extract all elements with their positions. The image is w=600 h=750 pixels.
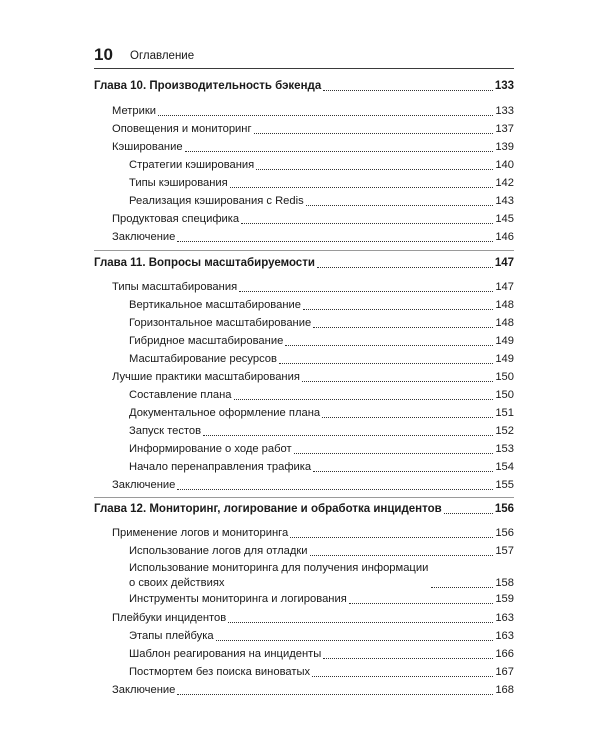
dot-leader (177, 489, 493, 490)
entry-page: 150 (495, 389, 514, 401)
toc-entry (112, 280, 514, 295)
toc-subentry (129, 544, 514, 559)
dot-leader (306, 205, 494, 206)
entry-title-line: Использование мониторинга для получения информации (129, 562, 429, 574)
toc-subentry (129, 334, 514, 349)
toc-entry (112, 230, 514, 245)
entry-title: Горизонтальное масштабирование (129, 317, 312, 329)
dot-leader (322, 417, 493, 418)
toc-subentry (129, 665, 514, 680)
dot-leader (279, 363, 493, 364)
entry-title: Продуктовая специфика (112, 213, 240, 225)
dot-leader (444, 513, 493, 514)
toc-subentry (129, 592, 514, 607)
entry-title: Лучшие практики масштабирования (112, 371, 300, 383)
entry-page: 152 (495, 425, 514, 437)
entry-page: 142 (495, 177, 514, 189)
toc-subentry (129, 561, 514, 591)
entry-page: 167 (495, 666, 514, 678)
entry-title: Документальное оформление плана (129, 407, 321, 419)
entry-title: Применение логов и мониторинга (112, 527, 289, 539)
entry-title: Заключение (112, 231, 176, 243)
dot-leader (303, 309, 493, 310)
dot-leader (177, 241, 493, 242)
dot-leader (285, 345, 493, 346)
entry-title: Инструменты мониторинга и логирования (129, 593, 347, 605)
entry-page: 148 (495, 299, 514, 311)
dot-leader (230, 187, 494, 188)
entry-title: Использование логов для отладки (129, 545, 308, 557)
entry-page: 157 (495, 545, 514, 557)
dot-leader (313, 327, 493, 328)
chapter-page: 147 (494, 257, 514, 269)
dot-leader (239, 291, 493, 292)
entry-title: Вертикальное масштабирование (129, 299, 301, 311)
entry-title (129, 561, 429, 591)
dot-leader (158, 115, 493, 116)
entry-page: 139 (495, 141, 514, 153)
entry-title: Шаблон реагирования на инциденты (129, 648, 322, 660)
entry-title: Гибридное масштабирование (129, 335, 284, 347)
page-number: 10 (94, 45, 113, 64)
chapter-divider (94, 250, 514, 251)
chapter-title: Глава 12. Мониторинг, логирование и обработка инцидентов (94, 503, 442, 515)
toc-subentry (129, 194, 514, 209)
entry-page: 154 (495, 461, 514, 473)
dot-leader (234, 399, 494, 400)
chapter-page: 133 (494, 80, 514, 92)
entry-page: 163 (495, 630, 514, 642)
entry-title: Заключение (112, 479, 176, 491)
chapter-title: Глава 11. Вопросы масштабируемости (94, 257, 315, 269)
dot-leader (185, 151, 494, 152)
chapter-heading (94, 256, 514, 271)
toc-entry (112, 683, 514, 698)
entry-page: 156 (495, 527, 514, 539)
toc-entry (112, 611, 514, 626)
entry-title: Этапы плейбука (129, 630, 214, 642)
entry-page: 143 (495, 195, 514, 207)
dot-leader (323, 90, 493, 91)
entry-title: Начало перенаправления трафика (129, 461, 312, 473)
entry-page: 137 (495, 123, 514, 135)
dot-leader (216, 640, 494, 641)
running-title: Оглавление (130, 50, 195, 62)
chapter-heading (94, 502, 514, 517)
entry-title: Стратегии кэширования (129, 159, 255, 171)
entry-title: Типы масштабирования (112, 281, 238, 293)
dot-leader (313, 471, 493, 472)
toc-subentry (129, 629, 514, 644)
dot-leader (323, 658, 493, 659)
dot-leader (302, 381, 493, 382)
toc-entry (112, 122, 514, 137)
dot-leader (349, 603, 494, 604)
entry-title: Составление плана (129, 389, 232, 401)
chapter-divider (94, 497, 514, 498)
dot-leader (228, 622, 493, 623)
dot-leader (177, 694, 493, 695)
header-divider (94, 68, 514, 69)
page-header (94, 45, 514, 67)
entry-page: 166 (495, 648, 514, 660)
dot-leader (317, 267, 493, 268)
entry-title: Типы кэширования (129, 177, 228, 189)
toc-subentry (129, 298, 514, 313)
dot-leader (254, 133, 494, 134)
dot-leader (290, 537, 493, 538)
entry-page: 163 (495, 612, 514, 624)
dot-leader (203, 435, 493, 436)
dot-leader (241, 223, 493, 224)
entry-page: 147 (495, 281, 514, 293)
toc-subentry (129, 647, 514, 662)
dot-leader (431, 587, 493, 588)
toc-subentry (129, 460, 514, 475)
entry-title: Реализация кэширования с Redis (129, 195, 304, 207)
toc-entry (112, 104, 514, 119)
dot-leader (294, 453, 494, 454)
toc-subentry (129, 176, 514, 191)
toc-subentry (129, 158, 514, 173)
toc-subentry (129, 406, 514, 421)
entry-title: Масштабирование ресурсов (129, 353, 277, 365)
entry-page: 151 (495, 407, 514, 419)
chapter-title: Глава 10. Производительность бэкенда (94, 80, 322, 92)
entry-title: Запуск тестов (129, 425, 202, 437)
toc-entry (112, 140, 514, 155)
toc-entry (112, 212, 514, 227)
entry-title: Кэширование (112, 141, 183, 153)
dot-leader (310, 555, 494, 556)
toc-entry (112, 478, 514, 493)
entry-title-line: о своих действиях (129, 577, 225, 589)
entry-page: 150 (495, 371, 514, 383)
entry-page: 159 (495, 593, 514, 605)
toc-subentry (129, 316, 514, 331)
entry-page: 149 (495, 353, 514, 365)
entry-page: 146 (495, 231, 514, 243)
entry-title: Информирование о ходе работ (129, 443, 292, 455)
toc-subentry (129, 424, 514, 439)
dot-leader (256, 169, 493, 170)
entry-title: Постмортем без поиска виноватых (129, 666, 311, 678)
entry-title: Метрики (112, 105, 157, 117)
dot-leader (312, 676, 493, 677)
entry-page: 148 (495, 317, 514, 329)
chapter-heading (94, 79, 514, 94)
toc-entry (112, 370, 514, 385)
toc-entry (112, 526, 514, 541)
entry-title: Оповещения и мониторинг (112, 123, 252, 135)
toc-subentry (129, 352, 514, 367)
toc-subentry (129, 388, 514, 403)
entry-page: 158 (495, 577, 514, 589)
entry-title: Заключение (112, 684, 176, 696)
entry-page: 168 (495, 684, 514, 696)
entry-page: 140 (495, 159, 514, 171)
chapter-page: 156 (494, 503, 514, 515)
entry-page: 153 (495, 443, 514, 455)
entry-page: 155 (495, 479, 514, 491)
entry-page: 133 (495, 105, 514, 117)
toc-subentry (129, 442, 514, 457)
entry-title: Плейбуки инцидентов (112, 612, 227, 624)
entry-page: 149 (495, 335, 514, 347)
entry-page: 145 (495, 213, 514, 225)
